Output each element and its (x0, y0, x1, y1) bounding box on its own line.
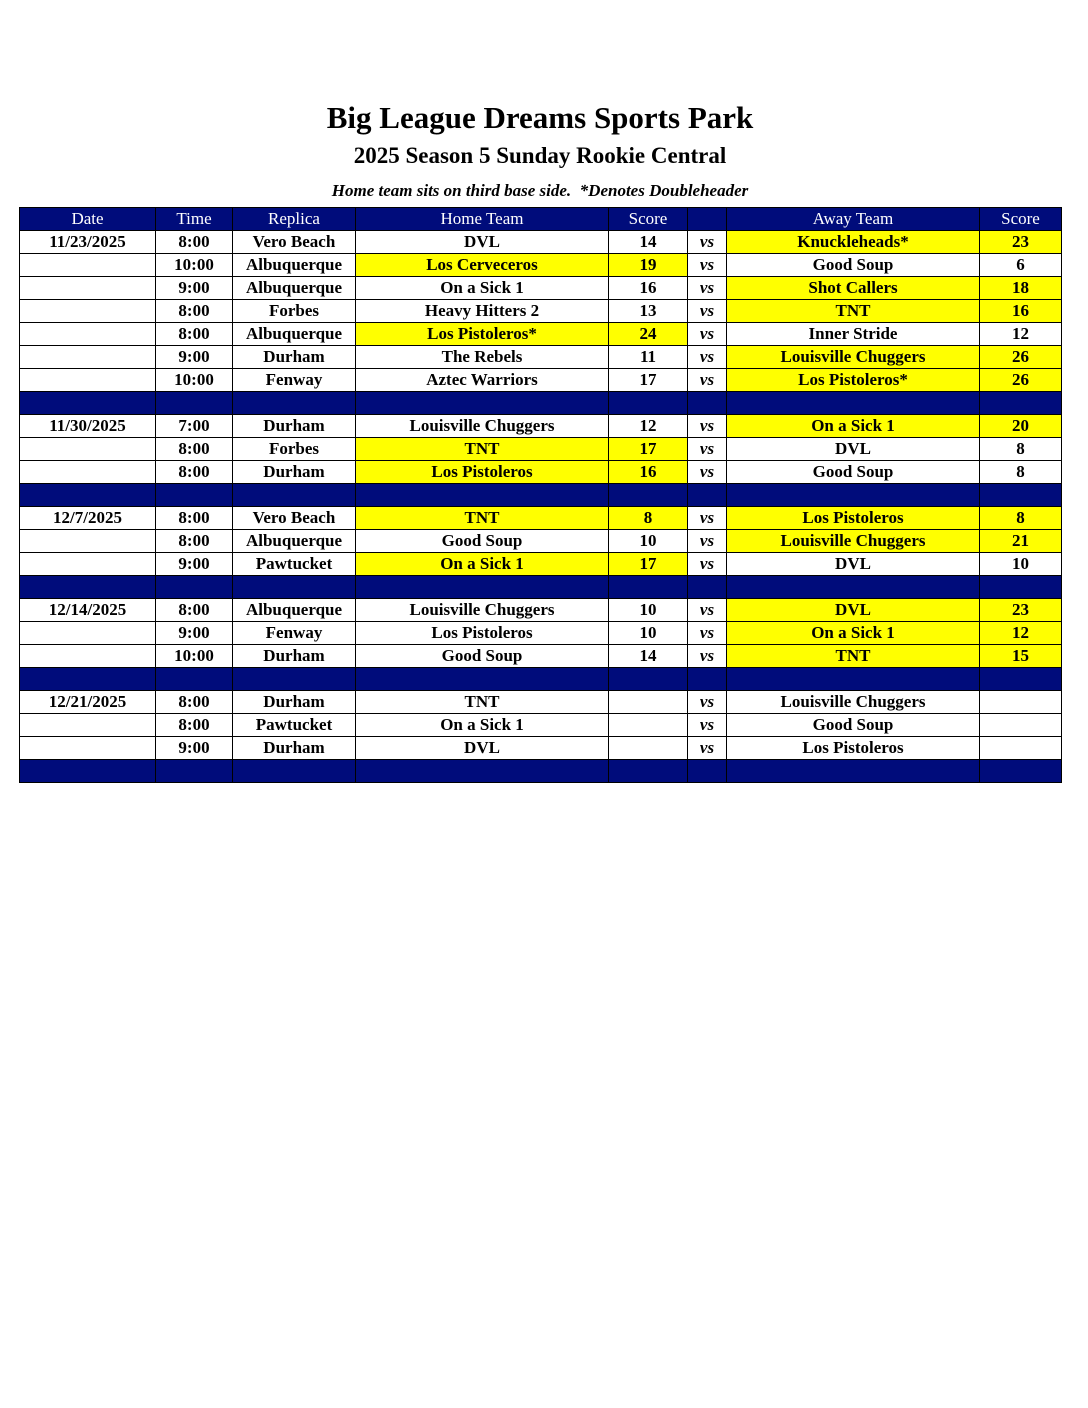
away-score (980, 737, 1062, 760)
game-time: 8:00 (156, 714, 233, 737)
week-separator-row (20, 576, 1062, 599)
game-time: 8:00 (156, 530, 233, 553)
away-team: DVL (727, 438, 980, 461)
game-replica: Pawtucket (233, 553, 356, 576)
separator-cell (156, 668, 233, 691)
away-score: 26 (980, 369, 1062, 392)
home-score: 13 (609, 300, 688, 323)
schedule-body (20, 231, 1062, 783)
game-replica: Pawtucket (233, 714, 356, 737)
home-team: TNT (356, 438, 609, 461)
game-time: 9:00 (156, 553, 233, 576)
vs-label: vs (688, 323, 727, 346)
game-row (20, 346, 1062, 369)
game-replica: Albuquerque (233, 277, 356, 300)
away-score: 16 (980, 300, 1062, 323)
away-score: 8 (980, 461, 1062, 484)
separator-cell (688, 484, 727, 507)
week-separator-row (20, 668, 1062, 691)
header-row (20, 208, 1062, 231)
home-score: 11 (609, 346, 688, 369)
separator-cell (156, 484, 233, 507)
vs-label: vs (688, 254, 727, 277)
separator-cell (233, 760, 356, 783)
vs-label: vs (688, 553, 727, 576)
separator-cell (20, 392, 156, 415)
separator-cell (609, 668, 688, 691)
game-time: 8:00 (156, 323, 233, 346)
separator-cell (980, 484, 1062, 507)
separator-cell (609, 392, 688, 415)
game-time: 8:00 (156, 507, 233, 530)
separator-cell (609, 484, 688, 507)
home-score: 17 (609, 369, 688, 392)
vs-label: vs (688, 714, 727, 737)
game-time: 9:00 (156, 737, 233, 760)
away-team: DVL (727, 599, 980, 622)
vs-label: vs (688, 645, 727, 668)
game-date (20, 438, 156, 461)
game-time: 8:00 (156, 438, 233, 461)
col-header-vs (688, 208, 727, 231)
away-team: Inner Stride (727, 323, 980, 346)
game-time: 8:00 (156, 231, 233, 254)
away-team: Los Pistoleros (727, 507, 980, 530)
week-separator-row (20, 484, 1062, 507)
separator-cell (356, 760, 609, 783)
page-subtitle: 2025 Season 5 Sunday Rookie Central (353, 143, 727, 168)
vs-label: vs (688, 530, 727, 553)
separator-cell (233, 392, 356, 415)
away-team: On a Sick 1 (727, 415, 980, 438)
home-team: DVL (356, 737, 609, 760)
game-row (20, 599, 1062, 622)
separator-cell (609, 760, 688, 783)
home-team: Los Cerveceros (356, 254, 609, 277)
vs-label: vs (688, 346, 727, 369)
away-team: Los Pistoleros* (727, 369, 980, 392)
away-score: 23 (980, 231, 1062, 254)
home-team: On a Sick 1 (356, 714, 609, 737)
vs-label: vs (688, 507, 727, 530)
home-score (609, 691, 688, 714)
vs-label: vs (688, 461, 727, 484)
game-date (20, 530, 156, 553)
home-score: 14 (609, 645, 688, 668)
vs-label: vs (688, 369, 727, 392)
away-team: TNT (727, 300, 980, 323)
game-time: 7:00 (156, 415, 233, 438)
col-header-home-score: Score (609, 208, 688, 231)
away-score: 12 (980, 622, 1062, 645)
game-replica: Durham (233, 645, 356, 668)
game-date (20, 369, 156, 392)
away-team: DVL (727, 553, 980, 576)
away-team: On a Sick 1 (727, 622, 980, 645)
game-date (20, 277, 156, 300)
vs-label: vs (688, 691, 727, 714)
game-row (20, 737, 1062, 760)
game-replica: Albuquerque (233, 254, 356, 277)
game-row (20, 622, 1062, 645)
away-score: 15 (980, 645, 1062, 668)
home-team: Los Pistoleros (356, 461, 609, 484)
game-replica: Durham (233, 737, 356, 760)
game-row (20, 507, 1062, 530)
game-date (20, 254, 156, 277)
game-row (20, 254, 1062, 277)
vs-label: vs (688, 300, 727, 323)
game-row (20, 714, 1062, 737)
away-team: Shot Callers (727, 277, 980, 300)
game-replica: Fenway (233, 622, 356, 645)
schedule-note: Home team sits on third base side. *Denotes Doubleheader (331, 181, 749, 200)
game-time: 8:00 (156, 300, 233, 323)
col-header-time: Time (156, 208, 233, 231)
separator-cell (20, 668, 156, 691)
home-score: 10 (609, 622, 688, 645)
col-header-away-team: Away Team (727, 208, 980, 231)
home-score: 8 (609, 507, 688, 530)
game-replica: Vero Beach (233, 231, 356, 254)
game-time: 10:00 (156, 369, 233, 392)
vs-label: vs (688, 415, 727, 438)
separator-cell (233, 576, 356, 599)
separator-cell (688, 760, 727, 783)
game-replica: Forbes (233, 438, 356, 461)
away-score: 6 (980, 254, 1062, 277)
away-team: Louisville Chuggers (727, 530, 980, 553)
vs-label: vs (688, 277, 727, 300)
col-header-replica: Replica (233, 208, 356, 231)
away-team: Louisville Chuggers (727, 691, 980, 714)
game-date: 12/14/2025 (20, 599, 156, 622)
away-score: 10 (980, 553, 1062, 576)
home-team: Los Pistoleros* (356, 323, 609, 346)
separator-cell (356, 484, 609, 507)
game-date (20, 300, 156, 323)
game-row (20, 691, 1062, 714)
vs-label: vs (688, 599, 727, 622)
game-date (20, 553, 156, 576)
separator-cell (727, 576, 980, 599)
game-replica: Albuquerque (233, 530, 356, 553)
game-date: 12/21/2025 (20, 691, 156, 714)
away-team: Los Pistoleros (727, 737, 980, 760)
page-title: Big League Dreams Sports Park (326, 100, 754, 135)
separator-cell (356, 576, 609, 599)
vs-label: vs (688, 231, 727, 254)
home-team: DVL (356, 231, 609, 254)
game-time: 8:00 (156, 691, 233, 714)
home-team: On a Sick 1 (356, 553, 609, 576)
game-time: 9:00 (156, 622, 233, 645)
game-replica: Fenway (233, 369, 356, 392)
away-score: 26 (980, 346, 1062, 369)
separator-cell (980, 392, 1062, 415)
home-team: Louisville Chuggers (356, 599, 609, 622)
separator-cell (233, 484, 356, 507)
vs-label: vs (688, 737, 727, 760)
game-replica: Durham (233, 415, 356, 438)
game-time: 9:00 (156, 277, 233, 300)
game-date (20, 323, 156, 346)
game-date (20, 461, 156, 484)
game-replica: Vero Beach (233, 507, 356, 530)
separator-cell (20, 484, 156, 507)
home-team: Los Pistoleros (356, 622, 609, 645)
game-replica: Forbes (233, 300, 356, 323)
away-score (980, 691, 1062, 714)
game-row (20, 415, 1062, 438)
separator-cell (980, 760, 1062, 783)
away-score: 12 (980, 323, 1062, 346)
game-replica: Durham (233, 461, 356, 484)
separator-cell (356, 668, 609, 691)
home-team: Heavy Hitters 2 (356, 300, 609, 323)
home-team: TNT (356, 507, 609, 530)
home-score: 17 (609, 553, 688, 576)
game-row (20, 300, 1062, 323)
home-score (609, 737, 688, 760)
home-team: TNT (356, 691, 609, 714)
game-row (20, 530, 1062, 553)
home-score: 14 (609, 231, 688, 254)
away-team: Louisville Chuggers (727, 346, 980, 369)
game-date: 12/7/2025 (20, 507, 156, 530)
home-team: The Rebels (356, 346, 609, 369)
game-replica: Durham (233, 346, 356, 369)
game-date (20, 714, 156, 737)
home-score: 12 (609, 415, 688, 438)
schedule-table (19, 207, 1062, 783)
home-score: 24 (609, 323, 688, 346)
home-score: 16 (609, 277, 688, 300)
separator-cell (356, 392, 609, 415)
game-date: 11/23/2025 (20, 231, 156, 254)
home-score: 16 (609, 461, 688, 484)
game-row (20, 369, 1062, 392)
away-team: Good Soup (727, 714, 980, 737)
home-score: 17 (609, 438, 688, 461)
separator-cell (980, 668, 1062, 691)
week-separator-row (20, 760, 1062, 783)
separator-cell (156, 760, 233, 783)
away-team: Good Soup (727, 254, 980, 277)
separator-cell (609, 576, 688, 599)
game-time: 8:00 (156, 599, 233, 622)
game-replica: Durham (233, 691, 356, 714)
separator-cell (980, 576, 1062, 599)
away-score: 8 (980, 438, 1062, 461)
game-date: 11/30/2025 (20, 415, 156, 438)
away-team: TNT (727, 645, 980, 668)
game-row (20, 461, 1062, 484)
col-header-date: Date (20, 208, 156, 231)
game-time: 10:00 (156, 645, 233, 668)
separator-cell (727, 484, 980, 507)
separator-cell (688, 576, 727, 599)
away-score: 20 (980, 415, 1062, 438)
game-time: 10:00 (156, 254, 233, 277)
home-team: Louisville Chuggers (356, 415, 609, 438)
separator-cell (20, 576, 156, 599)
game-row (20, 553, 1062, 576)
separator-cell (727, 668, 980, 691)
separator-cell (688, 392, 727, 415)
vs-label: vs (688, 438, 727, 461)
separator-cell (156, 576, 233, 599)
away-score: 18 (980, 277, 1062, 300)
home-score: 19 (609, 254, 688, 277)
week-separator-row (20, 392, 1062, 415)
game-replica: Albuquerque (233, 323, 356, 346)
separator-cell (20, 760, 156, 783)
game-date (20, 737, 156, 760)
game-time: 8:00 (156, 461, 233, 484)
home-team: Good Soup (356, 645, 609, 668)
game-date (20, 645, 156, 668)
game-date (20, 346, 156, 369)
away-team: Good Soup (727, 461, 980, 484)
separator-cell (727, 760, 980, 783)
vs-label: vs (688, 622, 727, 645)
game-row (20, 277, 1062, 300)
game-replica: Albuquerque (233, 599, 356, 622)
home-score: 10 (609, 530, 688, 553)
game-time: 9:00 (156, 346, 233, 369)
separator-cell (727, 392, 980, 415)
col-header-home-team: Home Team (356, 208, 609, 231)
away-score: 21 (980, 530, 1062, 553)
col-header-away-score: Score (980, 208, 1062, 231)
home-team: Aztec Warriors (356, 369, 609, 392)
game-date (20, 622, 156, 645)
home-team: On a Sick 1 (356, 277, 609, 300)
home-score: 10 (609, 599, 688, 622)
game-row (20, 438, 1062, 461)
game-row (20, 645, 1062, 668)
separator-cell (156, 392, 233, 415)
home-team: Good Soup (356, 530, 609, 553)
separator-cell (688, 668, 727, 691)
game-row (20, 231, 1062, 254)
home-score (609, 714, 688, 737)
away-score: 23 (980, 599, 1062, 622)
away-score: 8 (980, 507, 1062, 530)
game-row (20, 323, 1062, 346)
away-score (980, 714, 1062, 737)
away-team: Knuckleheads* (727, 231, 980, 254)
separator-cell (233, 668, 356, 691)
